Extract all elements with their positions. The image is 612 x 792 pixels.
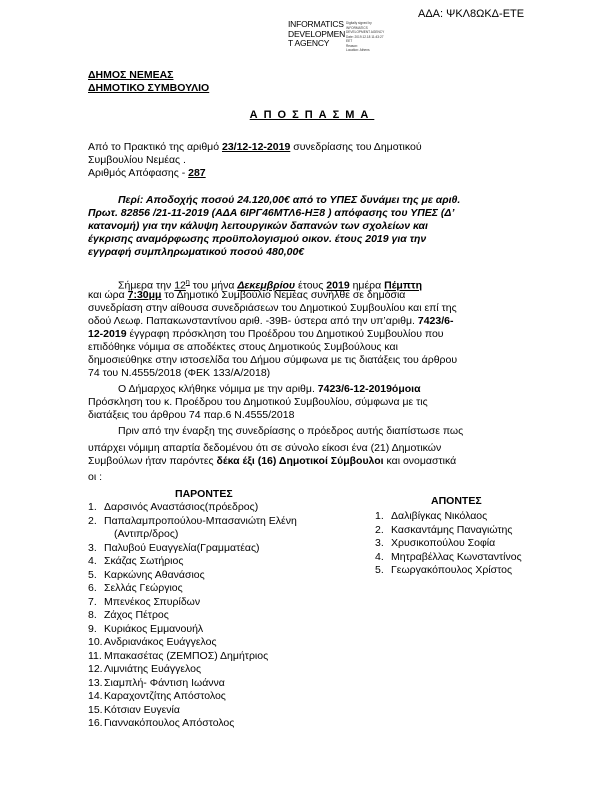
body-text: Σήμερα την xyxy=(118,279,175,292)
list-number: 5. xyxy=(88,568,97,581)
signature-detail: Date: 2019.12.18 11:43:27 xyxy=(346,34,384,39)
list-number: 1. xyxy=(375,510,384,522)
quorum-line-1: Πριν από την έναρξη της συνεδρίασης ο πρόεδρος αυτής διαπίστωσε πως xyxy=(118,425,464,437)
signature-logo xyxy=(288,20,345,49)
signature-detail: INFORMATICS xyxy=(346,25,368,30)
member-name: Λιμνιάτης Ευάγγελος xyxy=(104,663,202,675)
list-number: 9. xyxy=(88,622,97,635)
mayor-line-2: Πρόσκληση του κ. Προέδρου του Δημοτικού Συμβουλίου, σύμφωνα με τις xyxy=(88,396,428,408)
present-count: δέκα έξι (16) Δημοτικοί Σύμβουλοι xyxy=(216,455,384,467)
present-member xyxy=(88,690,328,704)
quorum-line-2: υπάρχει νόμιμη απαρτία δεδομένου ότι σε σύνολο είκοσι ένα (21) Δημοτικών xyxy=(88,442,442,454)
present-member xyxy=(88,650,328,664)
intro-line-1 xyxy=(88,141,526,154)
absent-member xyxy=(375,564,575,578)
list-number: 16. xyxy=(88,717,103,729)
signature-detail: Location: Athens xyxy=(346,48,370,52)
list-number: 15. xyxy=(88,703,103,716)
present-member xyxy=(88,717,328,731)
list-number: 8. xyxy=(88,609,97,621)
list-number: 2. xyxy=(88,514,97,527)
present-member xyxy=(88,704,328,718)
meeting-time: 7:30μμ xyxy=(127,289,162,301)
present-member xyxy=(88,569,328,583)
municipality-name: ΔΗΜΟΣ ΝΕΜΕΑΣ xyxy=(88,69,174,81)
present-heading: ΠΑΡΟΝΤΕΣ xyxy=(175,488,233,500)
intro-line-2: Συμβουλίου Νεμέας . xyxy=(88,154,186,166)
council-name: ΔΗΜΟΤΙΚΟ ΣΥΜΒΟΥΛΙΟ xyxy=(88,82,210,94)
present-member xyxy=(88,636,328,650)
list-number: 3. xyxy=(375,537,384,549)
meeting-year: 2019 xyxy=(326,279,350,292)
ada-code: ΑΔΑ: ΨΚΛ8ΩΚΔ-ΕΤΕ xyxy=(418,8,525,20)
absent-heading: ΑΠΟΝΤΕΣ xyxy=(431,495,482,507)
list-number: 4. xyxy=(88,555,97,567)
signature-details xyxy=(346,21,406,53)
subject-label: Περί: xyxy=(118,194,144,206)
list-number: 11. xyxy=(88,649,102,662)
quorum-line-3 xyxy=(88,455,526,468)
present-member xyxy=(88,663,328,677)
list-number: 7. xyxy=(88,595,97,608)
body-text: έτους xyxy=(295,279,327,292)
body-text: έγγραφη πρόσκληση του Προέδρου του Δημοτικού Συμβουλίου που xyxy=(126,328,444,340)
absent-member xyxy=(375,510,575,524)
list-number: 12. xyxy=(88,663,103,675)
member-name: Γεωργακόπουλος Χρίστος xyxy=(391,564,513,576)
list-number: 6. xyxy=(88,582,97,594)
signature-detail: DEVELOPMENT AGENCY xyxy=(346,30,385,34)
body-text: το Δημοτικό Συμβούλιο Νεμέας συνήλθε σε δημόσια xyxy=(161,289,406,301)
absent-member xyxy=(375,551,575,565)
logo-line-1: INFORMATICS xyxy=(288,19,344,29)
present-member xyxy=(88,515,328,529)
mayor-invitation: 7423/6-12-2019όμοια xyxy=(317,383,421,395)
member-name: Χρυσικοπούλου Σοφία xyxy=(391,537,496,549)
member-name: Μητραβέλλας Κωνσταντίνος xyxy=(391,550,522,563)
member-name: Καραχοντζίτης Απόστολος xyxy=(104,690,226,702)
member-name: Σελλάς Γεώργιος xyxy=(104,582,183,594)
member-name: Ζάχος Πέτρος xyxy=(104,609,169,621)
present-member xyxy=(88,623,328,637)
member-name: Σκάζας Σωτήριος xyxy=(104,555,184,567)
member-name: Γιαννακόπουλος Απόστολος xyxy=(104,717,235,729)
member-name: Μπακασέτας (ΖΕΜΠΟΣ) Δημήτριος xyxy=(104,649,269,662)
present-member xyxy=(88,555,328,569)
body-text: του μήνα xyxy=(189,279,238,292)
body-text: και ονομαστικά xyxy=(383,455,457,467)
body-line-5 xyxy=(88,328,526,341)
signature-detail: Digitally signed by xyxy=(346,21,372,25)
subject-line-3: κατανομή) για την κάλυψη λειτουργικών δαπανών των σχολείων και xyxy=(88,220,428,232)
absent-list xyxy=(375,510,575,578)
decision-label: Αριθμός Απόφασης - xyxy=(88,167,189,179)
logo-line-2: DEVELOPMEN xyxy=(288,28,346,39)
quorum-line-4: οι : xyxy=(88,471,103,483)
list-number: 13. xyxy=(88,676,103,689)
member-name: Κασκαντάμης Παναγιώτης xyxy=(391,523,513,536)
member-name: Καρκώνης Αθανάσιος xyxy=(104,568,205,581)
member-name: Δαλιβίγκας Νικόλαος xyxy=(391,510,488,522)
meeting-day: 12 xyxy=(174,279,186,292)
logo-line-3: T AGENCY xyxy=(288,38,330,48)
member-name: Δαρσινός Αναστάσιος(πρόεδρος) xyxy=(104,501,259,513)
subject-line-5: εγγραφή συμπληρωματικού ποσού 480,00€ xyxy=(88,246,305,258)
body-text: Ο Δήμαρχος κλήθηκε νόμιμα με την αριθμ. xyxy=(118,383,318,395)
subject-line-4: έγκρισης αναμόρφωσης προϋπολογισμού οικον. έτους 2019 για την xyxy=(88,233,427,245)
list-number: 1. xyxy=(88,501,97,513)
present-member xyxy=(88,528,328,542)
present-member xyxy=(88,501,328,515)
present-member xyxy=(88,596,328,610)
member-name: Κυριάκος Εμμανουήλ xyxy=(104,622,204,635)
intro-suffix: συνεδρίασης του Δημοτικού xyxy=(290,141,422,153)
day-suffix: η xyxy=(185,279,190,286)
present-member xyxy=(88,609,328,623)
meeting-date: 23/12-12-2019 xyxy=(221,141,291,153)
signature-detail: Reason: xyxy=(346,43,358,48)
body-text: και ώρα xyxy=(88,289,128,301)
list-number: 4. xyxy=(375,550,384,563)
member-name: Μπενέκος Σπυρίδων xyxy=(104,595,201,608)
member-name: (Αντιπρ/δρος) xyxy=(114,528,179,540)
body-text: ημέρα xyxy=(349,279,385,292)
meeting-month: Δεκεμβρίου xyxy=(237,279,296,292)
member-name: Κότσιαν Ευγενία xyxy=(104,703,180,716)
mayor-line-3: διατάξεις του άρθρου 74 παρ.6 Ν.4555/2018 xyxy=(88,409,295,421)
member-name: Σιαμπλή- Φάντιση Ιωάννα xyxy=(104,676,225,689)
document-title: ΑΠΟΣΠΑΣΜΑ xyxy=(249,109,375,121)
list-number: 5. xyxy=(375,564,384,576)
body-text: οδού Λεωφ. Παπακωνσταντίνου αριθ. -39Β- ύστερα από την υπ’αριθμ. xyxy=(88,315,418,327)
list-number: 2. xyxy=(375,523,384,536)
present-member xyxy=(88,542,328,556)
list-number: 3. xyxy=(88,541,97,554)
invitation-number: 7423/6- xyxy=(417,315,454,327)
body-line-3: συνεδρίαση στην αίθουσα συνεδριάσεων του Δημοτικού Συμβουλίου και επί της xyxy=(88,302,457,314)
meeting-weekday: Πέμπτη xyxy=(384,279,422,292)
subject-text-1: Αποδοχής ποσού 24.120,00€ από το ΥΠΕΣ δυνάμει της με αριθ. xyxy=(143,194,461,206)
body-line-2 xyxy=(88,289,526,302)
list-number xyxy=(88,528,104,542)
present-list xyxy=(88,501,328,731)
invitation-date: 12-2019 xyxy=(88,328,127,340)
intro-prefix: Από το Πρακτικό της αριθμό xyxy=(88,141,222,153)
body-text: Συμβούλων ήταν παρόντες xyxy=(88,455,217,467)
body-line-4 xyxy=(88,315,526,328)
member-name: Ανδριανάκος Ευάγγελος xyxy=(104,636,217,648)
list-number: 10. xyxy=(88,636,103,648)
member-name: Παλυβού Ευαγγελία(Γραμματέας) xyxy=(104,541,260,554)
body-line-8: 74 του Ν.4555/2018 (ΦΕΚ 133/Α/2018) xyxy=(88,367,271,379)
present-member xyxy=(88,677,328,691)
subject-line-1 xyxy=(118,194,526,207)
body-line-6: επιδόθηκε νόμιμα σε αποδέκτες στους Δημοτικούς Συμβούλους και xyxy=(88,341,398,353)
signature-detail: EET xyxy=(346,39,353,43)
absent-member xyxy=(375,537,575,551)
subject-line-2: Πρωτ. 82856 /21-11-2019 (ΑΔΑ 6ΙΡΓ46ΜΤΛ6-ΗΞ8 ) απόφασης του ΥΠΕΣ (Δ’ xyxy=(88,207,455,219)
mayor-line-1 xyxy=(118,383,526,396)
list-number: 14. xyxy=(88,690,103,702)
decision-number: 287 xyxy=(188,167,206,179)
decision-number-line xyxy=(88,167,526,180)
body-line-7: δημοσιεύθηκε στην ιστοσελίδα του Δήμου σύμφωνα με τις διατάξεις του άρθρου xyxy=(88,354,458,366)
present-member xyxy=(88,582,328,596)
member-name: Παπαλαμπροπούλου-Μπασανιώτη Ελένη xyxy=(104,514,297,527)
absent-member xyxy=(375,524,575,538)
